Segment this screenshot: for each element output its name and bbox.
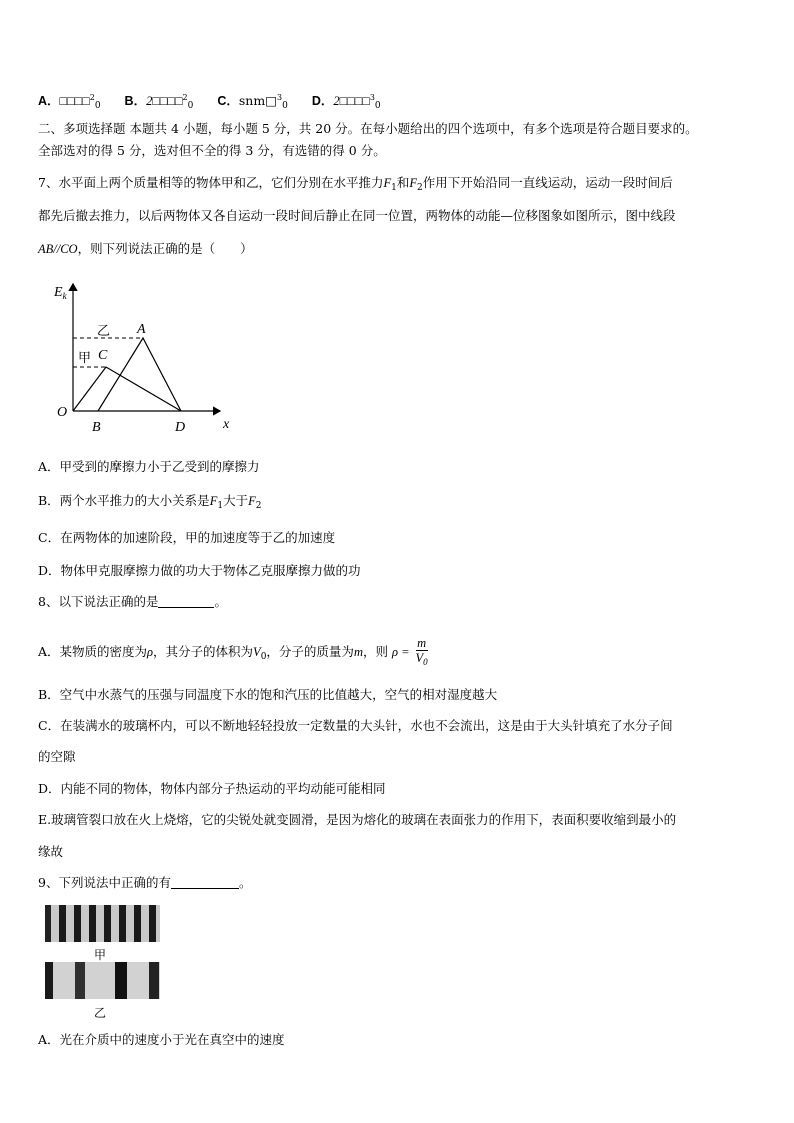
section2-line1: 二、多项选择题 本题共 4 小题，每小题 5 分，共 20 分。在每小题给出的四个选项中，有多个选项是符合题目要求的。 [38, 121, 698, 136]
yi-label: 乙 [97, 324, 111, 339]
origin-label: O [57, 405, 68, 420]
q8-option-c-line1: C．在装满水的玻璃杯内，可以不断地轻轻投放一定数量的大头针，水也不会流出，这是由于大头针填充了水分子间 [38, 718, 673, 733]
q8-option-e-line1: E.玻璃管裂口放在火上烧熔，它的尖锐处就变圆滑，是因为熔化的玻璃在表面张力的作用下，表面积要收缩到最小的 [38, 812, 677, 827]
yi-curve [98, 338, 181, 411]
q7-option-b: B．两个水平推力的大小关系是$F_1$大于$F_2$ [38, 493, 262, 511]
q8-answer-blank [158, 595, 214, 608]
q6-option-d: D．2□□□□$^3_0$ [311, 93, 381, 112]
q7-stem-line2: 都先后撤去推力，以后两物体又各自运动一段时间后静止在同一位置，两物体的动能—位移图象如图所示，图中线段 [38, 208, 676, 223]
q9-stem: 9、下列说法中正确的有 。 [38, 875, 252, 890]
q7-option-a: A．甲受到的摩擦力小于乙受到的摩擦力 [38, 459, 260, 474]
fringe-pattern-jia [45, 905, 160, 942]
fringe-pattern-yi [45, 962, 160, 999]
q8-option-e-line2: 缘故 [38, 844, 64, 859]
q6-option-a: A．□□□□$^2_0$ [38, 93, 101, 112]
q7-option-d: D．物体甲克服摩擦力做的功大于物体乙克服摩擦力做的功 [38, 563, 361, 578]
xlabel-x: x [223, 417, 230, 432]
q8-option-c-line2: 的空隙 [38, 749, 76, 764]
ylabel-ek: $E_k$ [54, 285, 67, 301]
jia-curve [73, 367, 181, 411]
point-c-label: C [98, 348, 108, 363]
q8-option-a: A．某物质的密度为ρ，其分子的体积为$V_0$，分子的质量为m，则 ρ = $\frac{m}{V_0}$ [38, 636, 428, 667]
q8-option-d: D．内能不同的物体，物体内部分子热运动的平均动能可能相同 [38, 781, 386, 796]
q7-stem-line1: 7、水平面上两个质量相等的物体甲和乙，它们分别在水平推力$F_1$和$F_2$作用下开始沿同一直线运动，运动一段时间后 [38, 175, 673, 193]
density-formula-fraction: $\frac{m}{V_0}$ [415, 636, 428, 667]
density-formula-lhs: ρ = [391, 645, 410, 659]
fringe-label-yi: 乙 [94, 1006, 107, 1020]
q7-option-c: C．在两物体的加速阶段，甲的加速度等于乙的加速度 [38, 530, 336, 545]
q9-answer-blank [171, 876, 239, 889]
q8-option-b: B．空气中水蒸气的压强与同温度下水的饱和汽压的比值越大，空气的相对湿度越大 [38, 687, 498, 702]
q6-option-c: C．snm□$^3_0$ [217, 93, 288, 112]
section2-line2: 全部选对的得 5 分，选对但不全的得 3 分，有选错的得 0 分。 [38, 143, 386, 158]
point-d-label: D [175, 420, 186, 435]
q6-option-b: B．2□□□□$^2_0$ [124, 93, 194, 112]
point-a-label: A [137, 322, 146, 337]
q8-stem: 8、以下说法正确的是 。 [38, 594, 227, 609]
q7-stem-line3: AB//CO，则下列说法正确的是（ ） [38, 241, 253, 256]
fringe-label-jia: 甲 [94, 948, 107, 962]
q6-options-row [38, 90, 401, 114]
q9-option-a: A．光在介质中的速度小于光在真空中的速度 [38, 1032, 285, 1047]
jia-label: 甲 [78, 351, 92, 366]
q7-energy-displacement-graph [48, 278, 238, 438]
point-b-label: B [92, 420, 101, 435]
